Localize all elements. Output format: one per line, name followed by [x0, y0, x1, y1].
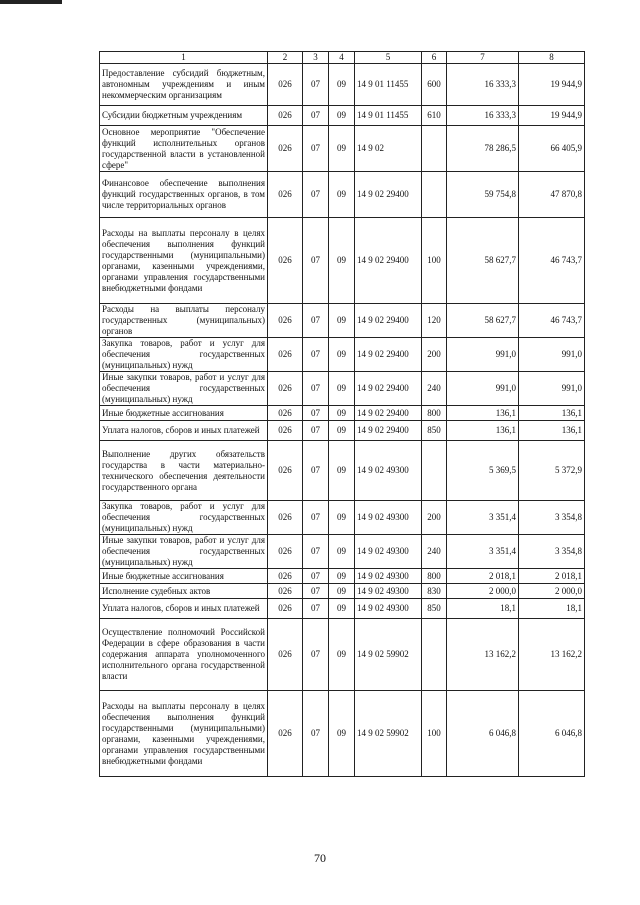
row-expense-type: 610 [422, 106, 447, 126]
row-amount-year-2: 19 944,9 [519, 106, 585, 126]
row-section: 07 [303, 64, 329, 106]
row-amount-year-2: 991,0 [519, 338, 585, 372]
row-name: Осуществление полномочий Российской Федерации в сфере образования в части содержания аппарата уполномоченного исполнительного органа государственной власти [100, 619, 268, 691]
row-section: 07 [303, 691, 329, 777]
row-subsection: 09 [329, 599, 355, 619]
row-name: Иные закупки товаров, работ и услуг для обеспечения государственных (муниципальных) нужд [100, 372, 268, 406]
page-number: 70 [314, 851, 326, 865]
row-subsection: 09 [329, 569, 355, 584]
row-section: 07 [303, 338, 329, 372]
row-code-ministry: 026 [268, 338, 303, 372]
row-subsection: 09 [329, 338, 355, 372]
row-amount-year-2: 47 870,8 [519, 172, 585, 218]
row-target-article: 14 9 02 29400 [355, 172, 422, 218]
table-row [100, 218, 585, 304]
row-amount-year-1: 136,1 [447, 421, 519, 441]
row-section: 07 [303, 406, 329, 421]
row-expense-type: 200 [422, 338, 447, 372]
table-row [100, 406, 585, 421]
table-row [100, 569, 585, 584]
row-code-ministry: 026 [268, 619, 303, 691]
row-expense-type: 850 [422, 599, 447, 619]
row-name: Закупка товаров, работ и услуг для обеспечения государственных (муниципальных) нужд [100, 501, 268, 535]
row-amount-year-2: 2 018,1 [519, 569, 585, 584]
table-row [100, 421, 585, 441]
row-code-ministry: 026 [268, 406, 303, 421]
row-name: Иные бюджетные ассигнования [100, 569, 268, 584]
row-target-article: 14 9 01 11455 [355, 106, 422, 126]
row-code-ministry: 026 [268, 218, 303, 304]
table-row [100, 441, 585, 501]
col-header-6: 6 [422, 52, 447, 64]
row-amount-year-2: 136,1 [519, 406, 585, 421]
table-row [100, 304, 585, 338]
row-amount-year-1: 6 046,8 [447, 691, 519, 777]
col-header-7: 7 [447, 52, 519, 64]
row-expense-type: 120 [422, 304, 447, 338]
row-target-article: 14 9 02 29400 [355, 304, 422, 338]
row-amount-year-1: 991,0 [447, 338, 519, 372]
row-amount-year-1: 16 333,3 [447, 106, 519, 126]
row-amount-year-2: 6 046,8 [519, 691, 585, 777]
row-name: Расходы на выплаты персоналу в целях обеспечения выполнения функций государственными (муниципальными) органами, казенными учреждениями, органами управления государственными внебюджетными фондами [100, 218, 268, 304]
table-row [100, 106, 585, 126]
row-amount-year-2: 5 372,9 [519, 441, 585, 501]
budget-table [99, 51, 585, 777]
table-row [100, 172, 585, 218]
table-row [100, 64, 585, 106]
col-header-2: 2 [268, 52, 303, 64]
row-name: Уплата налогов, сборов и иных платежей [100, 599, 268, 619]
row-target-article: 14 9 02 29400 [355, 218, 422, 304]
row-amount-year-1: 13 162,2 [447, 619, 519, 691]
row-subsection: 09 [329, 218, 355, 304]
row-subsection: 09 [329, 441, 355, 501]
row-section: 07 [303, 569, 329, 584]
row-subsection: 09 [329, 304, 355, 338]
row-amount-year-2: 46 743,7 [519, 218, 585, 304]
row-subsection: 09 [329, 535, 355, 569]
row-section: 07 [303, 126, 329, 172]
row-amount-year-2: 13 162,2 [519, 619, 585, 691]
row-target-article: 14 9 02 29400 [355, 421, 422, 441]
row-subsection: 09 [329, 106, 355, 126]
row-amount-year-2: 3 354,8 [519, 535, 585, 569]
row-expense-type: 240 [422, 372, 447, 406]
row-code-ministry: 026 [268, 501, 303, 535]
row-target-article: 14 9 02 49300 [355, 584, 422, 599]
col-header-3: 3 [303, 52, 329, 64]
row-name: Финансовое обеспечение выполнения функций государственных органов, в том числе территориальных органов [100, 172, 268, 218]
row-amount-year-1: 3 351,4 [447, 501, 519, 535]
row-amount-year-1: 2 018,1 [447, 569, 519, 584]
row-amount-year-2: 18,1 [519, 599, 585, 619]
col-header-1: 1 [100, 52, 268, 64]
column-number-row [100, 52, 585, 64]
row-section: 07 [303, 501, 329, 535]
row-amount-year-2: 46 743,7 [519, 304, 585, 338]
row-section: 07 [303, 619, 329, 691]
row-target-article: 14 9 02 49300 [355, 569, 422, 584]
row-code-ministry: 026 [268, 421, 303, 441]
row-code-ministry: 026 [268, 599, 303, 619]
row-name: Расходы на выплаты персоналу государственных (муниципальных) органов [100, 304, 268, 338]
row-target-article: 14 9 02 49300 [355, 599, 422, 619]
row-target-article: 14 9 02 29400 [355, 338, 422, 372]
row-expense-type: 200 [422, 501, 447, 535]
row-subsection: 09 [329, 64, 355, 106]
row-code-ministry: 026 [268, 569, 303, 584]
row-section: 07 [303, 599, 329, 619]
row-amount-year-1: 991,0 [447, 372, 519, 406]
row-target-article: 14 9 02 59902 [355, 691, 422, 777]
row-subsection: 09 [329, 126, 355, 172]
row-code-ministry: 026 [268, 304, 303, 338]
row-name: Выполнение других обязательств государства в части материально-технического обеспечения деятельности государственного органа [100, 441, 268, 501]
table-row [100, 584, 585, 599]
row-amount-year-1: 136,1 [447, 406, 519, 421]
row-target-article: 14 9 02 29400 [355, 406, 422, 421]
row-amount-year-2: 991,0 [519, 372, 585, 406]
row-section: 07 [303, 584, 329, 599]
col-header-5: 5 [355, 52, 422, 64]
row-name: Предоставление субсидий бюджетным, автономным учреждениям и иным некоммерческим организациям [100, 64, 268, 106]
table-body [100, 64, 585, 777]
row-name: Субсидии бюджетным учреждениям [100, 106, 268, 126]
row-expense-type: 800 [422, 569, 447, 584]
table-row [100, 372, 585, 406]
row-name: Закупка товаров, работ и услуг для обеспечения государственных (муниципальных) нужд [100, 338, 268, 372]
row-subsection: 09 [329, 406, 355, 421]
row-subsection: 09 [329, 691, 355, 777]
row-target-article: 14 9 02 [355, 126, 422, 172]
row-expense-type [422, 172, 447, 218]
row-target-article: 14 9 02 59902 [355, 619, 422, 691]
row-expense-type: 850 [422, 421, 447, 441]
row-subsection: 09 [329, 584, 355, 599]
row-target-article: 14 9 01 11455 [355, 64, 422, 106]
row-code-ministry: 026 [268, 441, 303, 501]
row-code-ministry: 026 [268, 584, 303, 599]
table-row [100, 338, 585, 372]
row-name: Основное мероприятие "Обеспечение функций исполнительных органов государственной власти в установленной сфере" [100, 126, 268, 172]
row-expense-type: 100 [422, 218, 447, 304]
row-amount-year-1: 18,1 [447, 599, 519, 619]
row-section: 07 [303, 372, 329, 406]
table-row [100, 126, 585, 172]
row-amount-year-2: 2 000,0 [519, 584, 585, 599]
row-amount-year-1: 78 286,5 [447, 126, 519, 172]
row-amount-year-1: 5 369,5 [447, 441, 519, 501]
row-section: 07 [303, 106, 329, 126]
row-section: 07 [303, 441, 329, 501]
row-name: Исполнение судебных актов [100, 584, 268, 599]
row-code-ministry: 026 [268, 691, 303, 777]
row-amount-year-1: 3 351,4 [447, 535, 519, 569]
row-expense-type: 600 [422, 64, 447, 106]
row-target-article: 14 9 02 49300 [355, 535, 422, 569]
row-expense-type: 800 [422, 406, 447, 421]
row-section: 07 [303, 535, 329, 569]
row-name: Иные закупки товаров, работ и услуг для обеспечения государственных (муниципальных) нужд [100, 535, 268, 569]
row-code-ministry: 026 [268, 172, 303, 218]
row-expense-type: 830 [422, 584, 447, 599]
row-amount-year-2: 66 405,9 [519, 126, 585, 172]
row-subsection: 09 [329, 421, 355, 441]
row-section: 07 [303, 218, 329, 304]
table-row [100, 619, 585, 691]
top-edge-bar [0, 0, 62, 4]
row-subsection: 09 [329, 501, 355, 535]
row-subsection: 09 [329, 619, 355, 691]
row-expense-type [422, 126, 447, 172]
row-code-ministry: 026 [268, 535, 303, 569]
row-code-ministry: 026 [268, 64, 303, 106]
row-section: 07 [303, 421, 329, 441]
table-row [100, 599, 585, 619]
table-row [100, 501, 585, 535]
row-amount-year-1: 58 627,7 [447, 218, 519, 304]
row-amount-year-2: 3 354,8 [519, 501, 585, 535]
row-target-article: 14 9 02 49300 [355, 441, 422, 501]
row-name: Иные бюджетные ассигнования [100, 406, 268, 421]
row-expense-type: 100 [422, 691, 447, 777]
row-section: 07 [303, 172, 329, 218]
row-amount-year-1: 59 754,8 [447, 172, 519, 218]
row-name: Расходы на выплаты персоналу в целях обеспечения выполнения функций государственными (муниципальными) органами, казенными учреждениями, органами управления государственными внебюджетными фондами [100, 691, 268, 777]
table-row [100, 691, 585, 777]
row-section: 07 [303, 304, 329, 338]
row-amount-year-1: 16 333,3 [447, 64, 519, 106]
row-code-ministry: 026 [268, 372, 303, 406]
row-amount-year-2: 19 944,9 [519, 64, 585, 106]
row-amount-year-2: 136,1 [519, 421, 585, 441]
row-expense-type [422, 619, 447, 691]
row-code-ministry: 026 [268, 106, 303, 126]
col-header-4: 4 [329, 52, 355, 64]
row-amount-year-1: 58 627,7 [447, 304, 519, 338]
row-subsection: 09 [329, 172, 355, 218]
row-subsection: 09 [329, 372, 355, 406]
row-expense-type: 240 [422, 535, 447, 569]
row-amount-year-1: 2 000,0 [447, 584, 519, 599]
col-header-8: 8 [519, 52, 585, 64]
row-code-ministry: 026 [268, 126, 303, 172]
row-target-article: 14 9 02 49300 [355, 501, 422, 535]
row-target-article: 14 9 02 29400 [355, 372, 422, 406]
table-row [100, 535, 585, 569]
row-expense-type [422, 441, 447, 501]
row-name: Уплата налогов, сборов и иных платежей [100, 421, 268, 441]
